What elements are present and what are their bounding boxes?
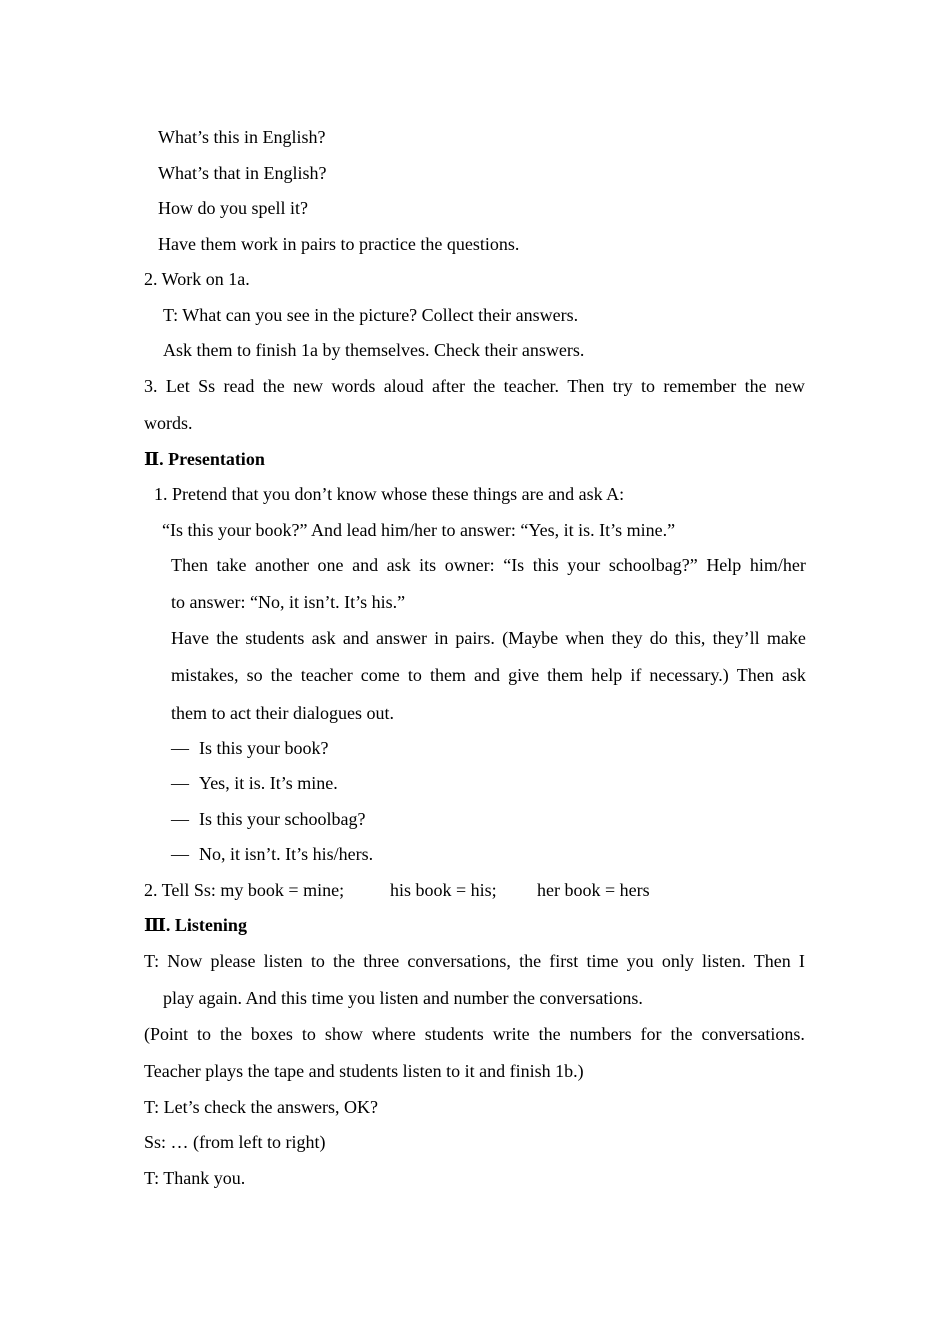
word: new [293,376,324,396]
word: to [196,1024,211,1044]
word: take [216,555,247,575]
word: 3. [144,376,158,396]
word: Ss [198,376,216,396]
listening-thank-you: T: Thank you. [144,1168,246,1188]
step-2-line-1: T: What can you see in the picture? Collect their answers. [163,305,579,325]
presentation-item-2-c: her book = hers [537,880,650,900]
word: the [744,376,767,396]
word: teacher. [503,376,560,396]
word: after [432,376,465,396]
word: numbers [569,1024,632,1044]
word: to [301,1024,316,1044]
word: the [216,628,239,648]
word: time [586,951,619,971]
word: them [429,665,466,685]
word: students [424,1024,484,1044]
dialogue-line [171,808,365,830]
word: Then [736,665,774,685]
dialogue-text: Is this your book? [199,738,329,758]
word: the [262,376,285,396]
word: when [565,628,605,648]
word: this, [674,628,706,648]
listening-check-answers: T: Let’s check the answers, OK? [144,1097,379,1117]
word: (Point [144,1024,189,1044]
presentation-para-1-line-2: to answer: “No, it isn’t. It’s his.” [171,592,406,612]
word: the [219,1024,242,1044]
word: the [538,1024,561,1044]
review-question-1: What’s this in English? [158,127,326,147]
word: listen [263,951,303,971]
word: schoolbag?” [608,555,698,575]
word: please [210,951,256,971]
review-question-2: What’s that in English? [158,163,327,183]
word: conversations, [407,951,511,971]
word: boxes [250,1024,293,1044]
listening-t1-line-2: play again. And this time you listen and number the conversations. [163,988,643,1008]
word: (Maybe [502,628,559,648]
dialogue-line [171,843,373,865]
review-question-3: How do you spell it? [158,198,308,218]
listening-heading: Ⅲ. Listening [144,915,247,935]
word: Have [171,628,209,648]
word: to [407,665,422,685]
word: read [223,376,255,396]
word: ask [311,628,336,648]
word: them [547,665,584,685]
word: come [360,665,400,685]
word: owner: [444,555,495,575]
presentation-item-2-a: 2. Tell Ss: my book = mine; [144,880,345,900]
presentation-item-1: 1. Pretend that you don’t know whose these things are and ask A: [154,484,625,504]
word: to [640,376,655,396]
word: Help [706,555,742,575]
word: so [246,665,263,685]
word: to [310,951,325,971]
word: the [270,665,293,685]
word: and [342,628,369,648]
word: do [649,628,668,648]
word: its [419,555,437,575]
word: teacher [300,665,353,685]
dialogue-text: Is this your schoolbag? [199,809,366,829]
word: Now [167,951,203,971]
word: necessary.) [649,665,729,685]
word: for [640,1024,662,1044]
word: this [532,555,559,575]
dialogue-dash: — [171,844,189,864]
presentation-heading: Ⅱ. Presentation [144,449,265,469]
word: the [519,951,542,971]
dialogue-dash: — [171,773,189,793]
word: you [626,951,654,971]
step-2-heading: 2. Work on 1a. [144,269,250,289]
word: Then [171,555,208,575]
presentation-item-2-b: his book = his; [390,880,497,900]
presentation-para-2-line-3: them to act their dialogues out. [171,703,394,723]
presentation-para-2-line-1 [171,627,806,649]
word: write [492,1024,530,1044]
word: ask [386,555,411,575]
word: listen. [702,951,746,971]
word: the [670,1024,693,1044]
word: the [473,376,496,396]
word: the [333,951,356,971]
word: I [798,951,805,971]
word: mistakes, [171,665,239,685]
word: answer [376,628,427,648]
word: T: [144,951,160,971]
word: three [363,951,400,971]
word: pairs. [455,628,495,648]
word: one [317,555,344,575]
listening-t1-line-1 [144,950,805,972]
dialogue-dash: — [171,738,189,758]
word: Then [753,951,791,971]
word: if [630,665,642,685]
word: try [612,376,633,396]
word: conversations. [701,1024,805,1044]
word: where [371,1024,416,1044]
presentation-para-1-line-1 [171,554,806,576]
word: first [549,951,579,971]
word: ask [781,665,806,685]
step-2-line-2: Ask them to finish 1a by themselves. Check their answers. [163,340,585,360]
dialogue-text: No, it isn’t. It’s his/hers. [199,844,374,864]
word: in [434,628,449,648]
dialogue-line [171,772,338,794]
word: and [474,665,501,685]
presentation-para-2-line-2 [171,664,806,686]
word: aloud [383,376,424,396]
review-instruction: Have them work in pairs to practice the questions. [158,234,520,254]
word: show [324,1024,363,1044]
listening-students-answer: Ss: … (from left to right) [144,1132,326,1152]
dialogue-text: Yes, it is. It’s mine. [199,773,338,793]
word: “Is [503,555,525,575]
step-3-line-2: words. [144,413,193,433]
word: only [661,951,694,971]
word: words [331,376,376,396]
dialogue-dash: — [171,809,189,829]
word: Then [567,376,605,396]
word: give [508,665,540,685]
word: Let [165,376,190,396]
listening-note-line-2: Teacher plays the tape and students listen to it and finish 1b.) [144,1061,584,1081]
word: they’ll [712,628,760,648]
word: new [774,376,805,396]
presentation-item-1-quote: “Is this your book?” And lead him/her to answer: “Yes, it is. It’s mine.” [162,520,676,540]
word: another [255,555,310,575]
dialogue-line [171,737,329,759]
word: your [567,555,601,575]
word: him/her [749,555,806,575]
word: they [611,628,643,648]
word: and [352,555,379,575]
word: help [591,665,623,685]
step-3-line-1 [144,375,805,397]
word: remember [663,376,737,396]
listening-note-line-1 [144,1023,805,1045]
word: students [245,628,305,648]
word: make [766,628,806,648]
